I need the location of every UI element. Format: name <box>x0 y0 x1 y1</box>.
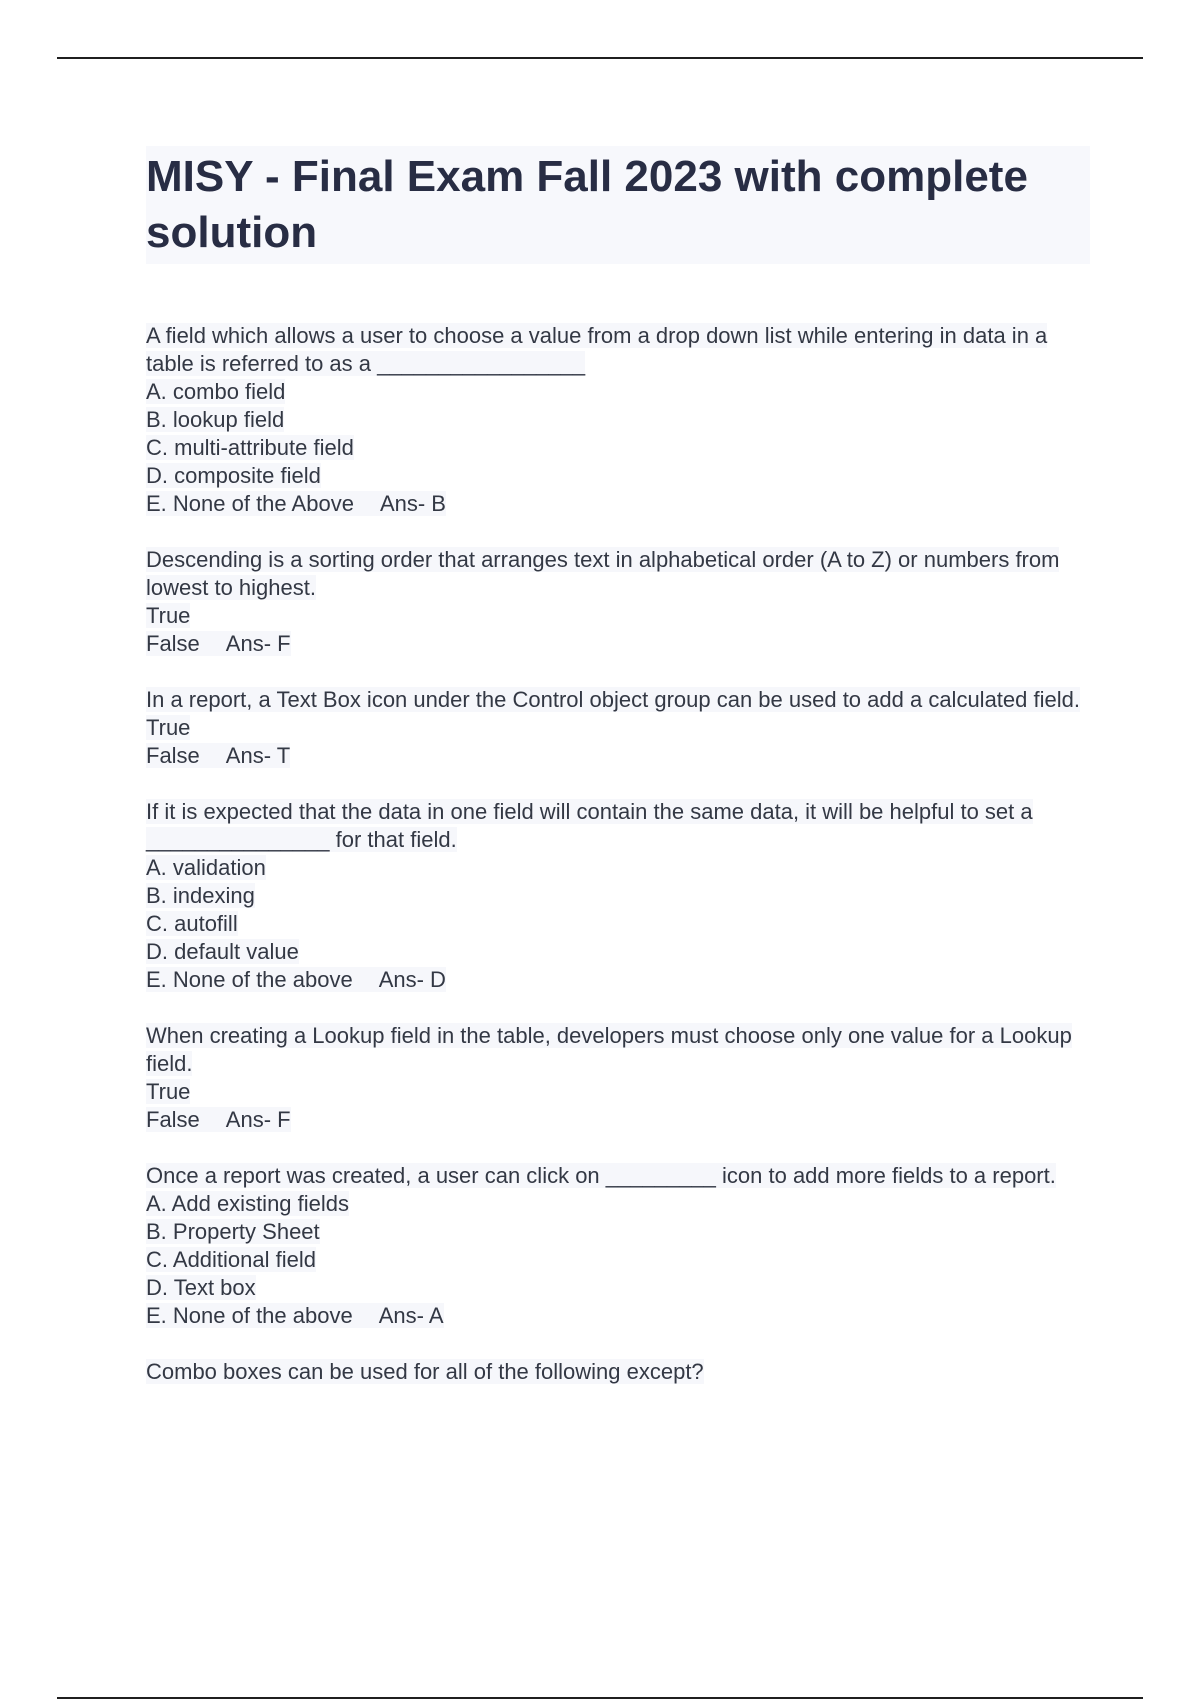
option-item: E. None of the above <box>146 1303 353 1328</box>
bottom-rule <box>57 1697 1143 1699</box>
option-item: False <box>146 631 200 656</box>
option-list <box>146 602 1090 658</box>
question-4 <box>146 798 1090 994</box>
document-body <box>146 146 1090 1414</box>
option-item: False <box>146 743 200 768</box>
option-item: D. Text box <box>146 1275 256 1300</box>
question-1 <box>146 322 1090 518</box>
question-text: Once a report was created, a user can click on _________ icon to add more fields to a report. <box>146 1163 1056 1188</box>
option-item: A. validation <box>146 855 266 880</box>
option-item: A. combo field <box>146 379 286 404</box>
question-text: If it is expected that the data in one field will contain the same data, it will be helpful to set a _______________ for that field. <box>146 799 1033 852</box>
question-text: When creating a Lookup field in the table, developers must choose only one value for a Lookup field. <box>146 1023 1072 1076</box>
option-item: True <box>146 1079 191 1104</box>
option-list <box>146 378 1090 518</box>
top-rule <box>57 57 1143 59</box>
option-item: D. composite field <box>146 463 321 488</box>
question-text: Combo boxes can be used for all of the following except? <box>146 1359 704 1384</box>
answer-text: Ans- A <box>378 1303 444 1328</box>
option-item: True <box>146 715 191 740</box>
answer-text: Ans- T <box>225 743 291 768</box>
question-text: A field which allows a user to choose a value from a drop down list while entering in data in a table is referred to as a _________________ <box>146 323 1048 376</box>
option-item: B. Property Sheet <box>146 1219 320 1244</box>
option-list <box>146 714 1090 770</box>
option-item: B. indexing <box>146 883 255 908</box>
answer-text: Ans- B <box>379 491 446 516</box>
option-list <box>146 1190 1090 1330</box>
question-text: Descending is a sorting order that arranges text in alphabetical order (A to Z) or numbers from lowest to highest. <box>146 547 1060 600</box>
option-list <box>146 854 1090 994</box>
option-item: C. Additional field <box>146 1247 316 1272</box>
question-5 <box>146 1022 1090 1134</box>
option-item: D. default value <box>146 939 299 964</box>
option-item: C. multi-attribute field <box>146 435 354 460</box>
option-list <box>146 1078 1090 1134</box>
answer-text: Ans- F <box>225 1107 291 1132</box>
answer-text: Ans- F <box>225 631 291 656</box>
option-item: E. None of the above <box>146 967 353 992</box>
question-3 <box>146 686 1090 770</box>
option-item: C. autofill <box>146 911 238 936</box>
answer-text: Ans- D <box>378 967 446 992</box>
question-6 <box>146 1162 1090 1330</box>
option-item: True <box>146 603 191 628</box>
question-text: In a report, a Text Box icon under the Control object group can be used to add a calculated field. <box>146 687 1080 712</box>
option-item: False <box>146 1107 200 1132</box>
question-list <box>146 322 1090 1386</box>
option-item: B. lookup field <box>146 407 285 432</box>
option-item: A. Add existing fields <box>146 1191 350 1216</box>
question-7 <box>146 1358 1090 1386</box>
option-item: E. None of the Above <box>146 491 354 516</box>
page-title: MISY - Final Exam Fall 2023 with complete solution <box>146 146 1090 264</box>
question-2 <box>146 546 1090 658</box>
